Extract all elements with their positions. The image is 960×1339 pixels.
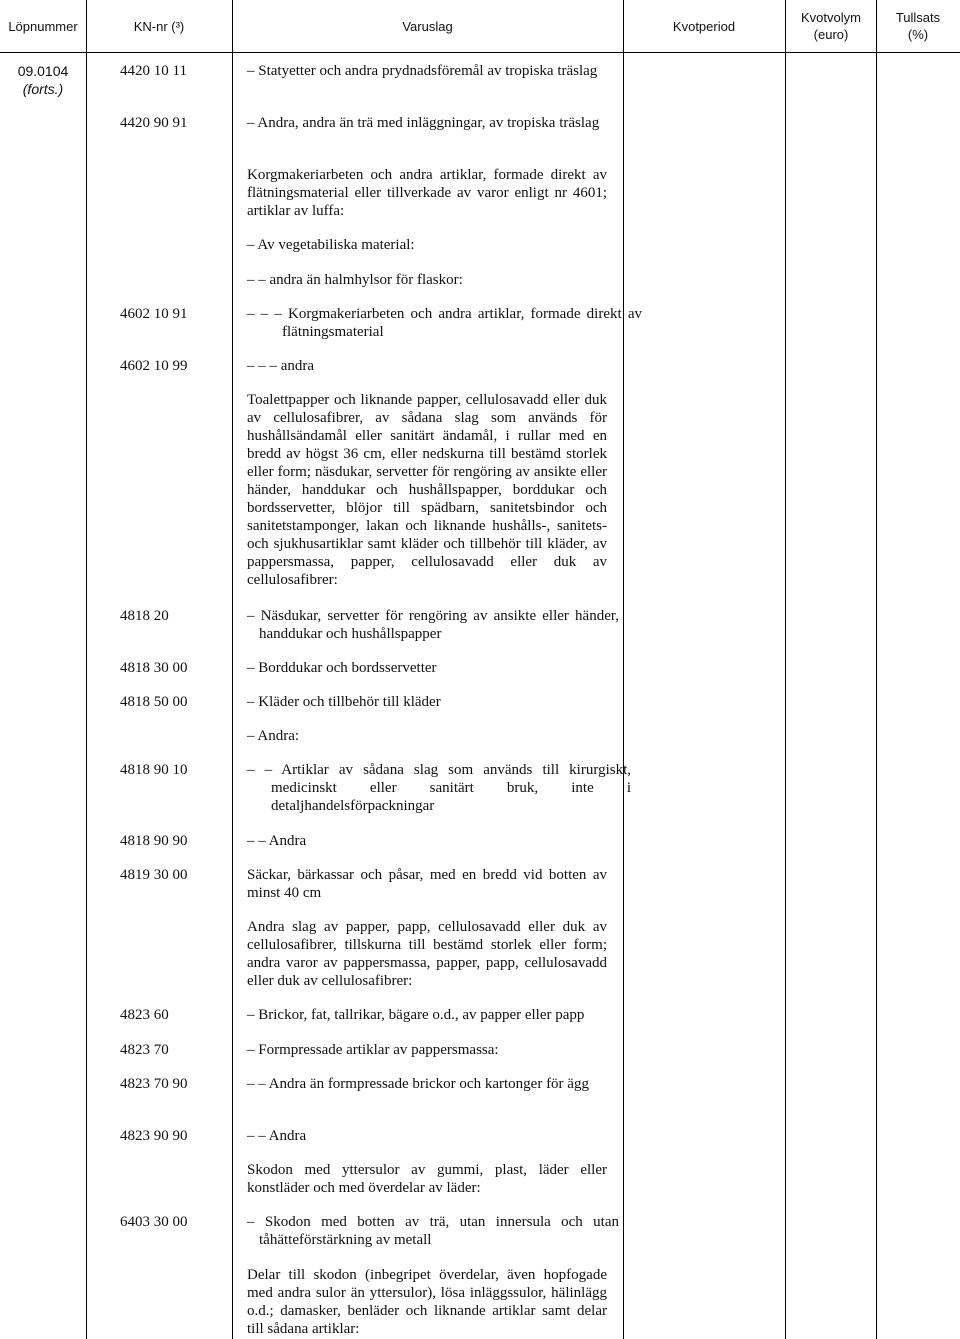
product-description: – – Artiklar av sådana slag som används till kirurgiskt, medicinskt eller sanitärt bruk, inte i detaljhandelsförpackningar (247, 762, 631, 814)
product-description: – – Andra (247, 833, 307, 849)
lopnummer-cell (0, 62, 86, 98)
product-description: Korgmakeriarbeten och andra artiklar, formade direkt av flätningsmaterial eller tillverkade av varor enligt nr 4601; artiklar av luffa: (247, 167, 607, 219)
product-description: – Näsdukar, servetter för rengöring av ansikte eller händer, handdukar och hushållspapper (247, 608, 619, 642)
kn-code: 4818 30 00 (120, 660, 188, 676)
kn-code: 6403 30 00 (120, 1214, 188, 1230)
kn-code: 4420 90 91 (120, 115, 188, 131)
lopnummer-continued: (forts.) (22, 81, 64, 97)
header-kvotvolym: Kvotvolym (euro) (801, 10, 861, 42)
kn-code: 4818 90 10 (120, 762, 188, 778)
kn-code: 4819 30 00 (120, 867, 188, 883)
kn-code: 4602 10 91 (120, 306, 188, 322)
kn-code: 4823 70 (120, 1042, 169, 1058)
product-description: – Andra, andra än trä med inläggningar, av tropiska träslag (247, 115, 600, 131)
product-description: – Andra: (247, 728, 300, 744)
header-kn-nr: KN-nr (³) (133, 18, 185, 34)
kn-code: 4823 60 (120, 1007, 169, 1023)
product-description: Toalettpapper och liknande papper, cellulosavadd eller duk av cellulosafibrer, av sådana slag som används för hushållsändamål eller sanitärt ändamål, i rullar med en bredd av högst 36 cm, eller nedskurna till bestämd storlek eller form; näsdukar, servetter för rengöring av ansikte eller händer, handdukar och hushållspapper, borddukar och bordsservetter, blöjor till spädbarn, sanitetsbindor och sanitetstamponger, lakan och liknande hushålls-, sanitets- och sjukhusartiklar samt kläder och tillbehör till kläder, av pappersmassa, papper, cellulosavadd eller duk av cellulosafibrer: (247, 392, 607, 588)
lopnummer-value: 09.0104 (17, 63, 69, 79)
product-description: – – andra än halmhylsor för flaskor: (247, 272, 463, 288)
product-description: – Borddukar och bordsservetter (247, 660, 437, 676)
header-rule (0, 52, 960, 53)
product-description: – – – Korgmakeriarbeten och andra artiklar, formade direkt av flätningsmaterial (247, 306, 642, 340)
kn-code: 4818 50 00 (120, 694, 188, 710)
product-description: – – – andra (247, 358, 315, 374)
column-rule (876, 0, 877, 1339)
column-rule (232, 0, 233, 1339)
header-varuslag: Varuslag (402, 18, 453, 34)
product-description: – – Andra (247, 1128, 307, 1144)
header-lopnummer: Löpnummer (8, 18, 78, 34)
product-description: Skodon med yttersulor av gummi, plast, läder eller konstläder och med överdelar av läder: (247, 1162, 607, 1196)
column-rule (86, 0, 87, 1339)
product-description: – Statyetter och andra prydnadsföremål av tropiska träslag (247, 63, 598, 79)
kn-code: 4823 90 90 (120, 1128, 188, 1144)
kn-code: 4823 70 90 (120, 1076, 188, 1092)
product-description: – Kläder och tillbehör till kläder (247, 694, 441, 710)
product-description: – Formpressade artiklar av pappersmassa: (247, 1042, 499, 1058)
product-description: – Av vegetabiliska material: (247, 237, 415, 253)
product-description: – Brickor, fat, tallrikar, bägare o.d., av papper eller papp (247, 1007, 585, 1023)
header-tullsats: Tullsats (%) (895, 10, 941, 42)
column-rule (785, 0, 786, 1339)
product-description: Säckar, bärkassar och påsar, med en bredd vid botten av minst 40 cm (247, 867, 607, 901)
kn-code: 4420 10 11 (120, 63, 187, 79)
kn-code: 4602 10 99 (120, 358, 188, 374)
product-description: – Skodon med botten av trä, utan innersula och utan tåhätteförstärkning av metall (247, 1214, 619, 1248)
product-description: Andra slag av papper, papp, cellulosavadd eller duk av cellulosafibrer, tillskurna till bestämd storlek eller form; andra varor av pappersmassa, papper, papp, cellulosavadd eller duk av cellulosafibrer: (247, 919, 607, 989)
kn-code: 4818 90 90 (120, 833, 188, 849)
product-description: Delar till skodon (inbegripet överdelar, även hopfogade med andra sulor än yttersulor), lösa inläggssulor, hälinlägg o.d.; damasker, benläder och liknande artiklar samt delar till sådana artiklar: (247, 1267, 607, 1337)
header-kvotperiod: Kvotperiod (672, 18, 736, 34)
kn-code: 4818 20 (120, 608, 169, 624)
product-description: – – Andra än formpressade brickor och kartonger för ägg (247, 1076, 589, 1092)
